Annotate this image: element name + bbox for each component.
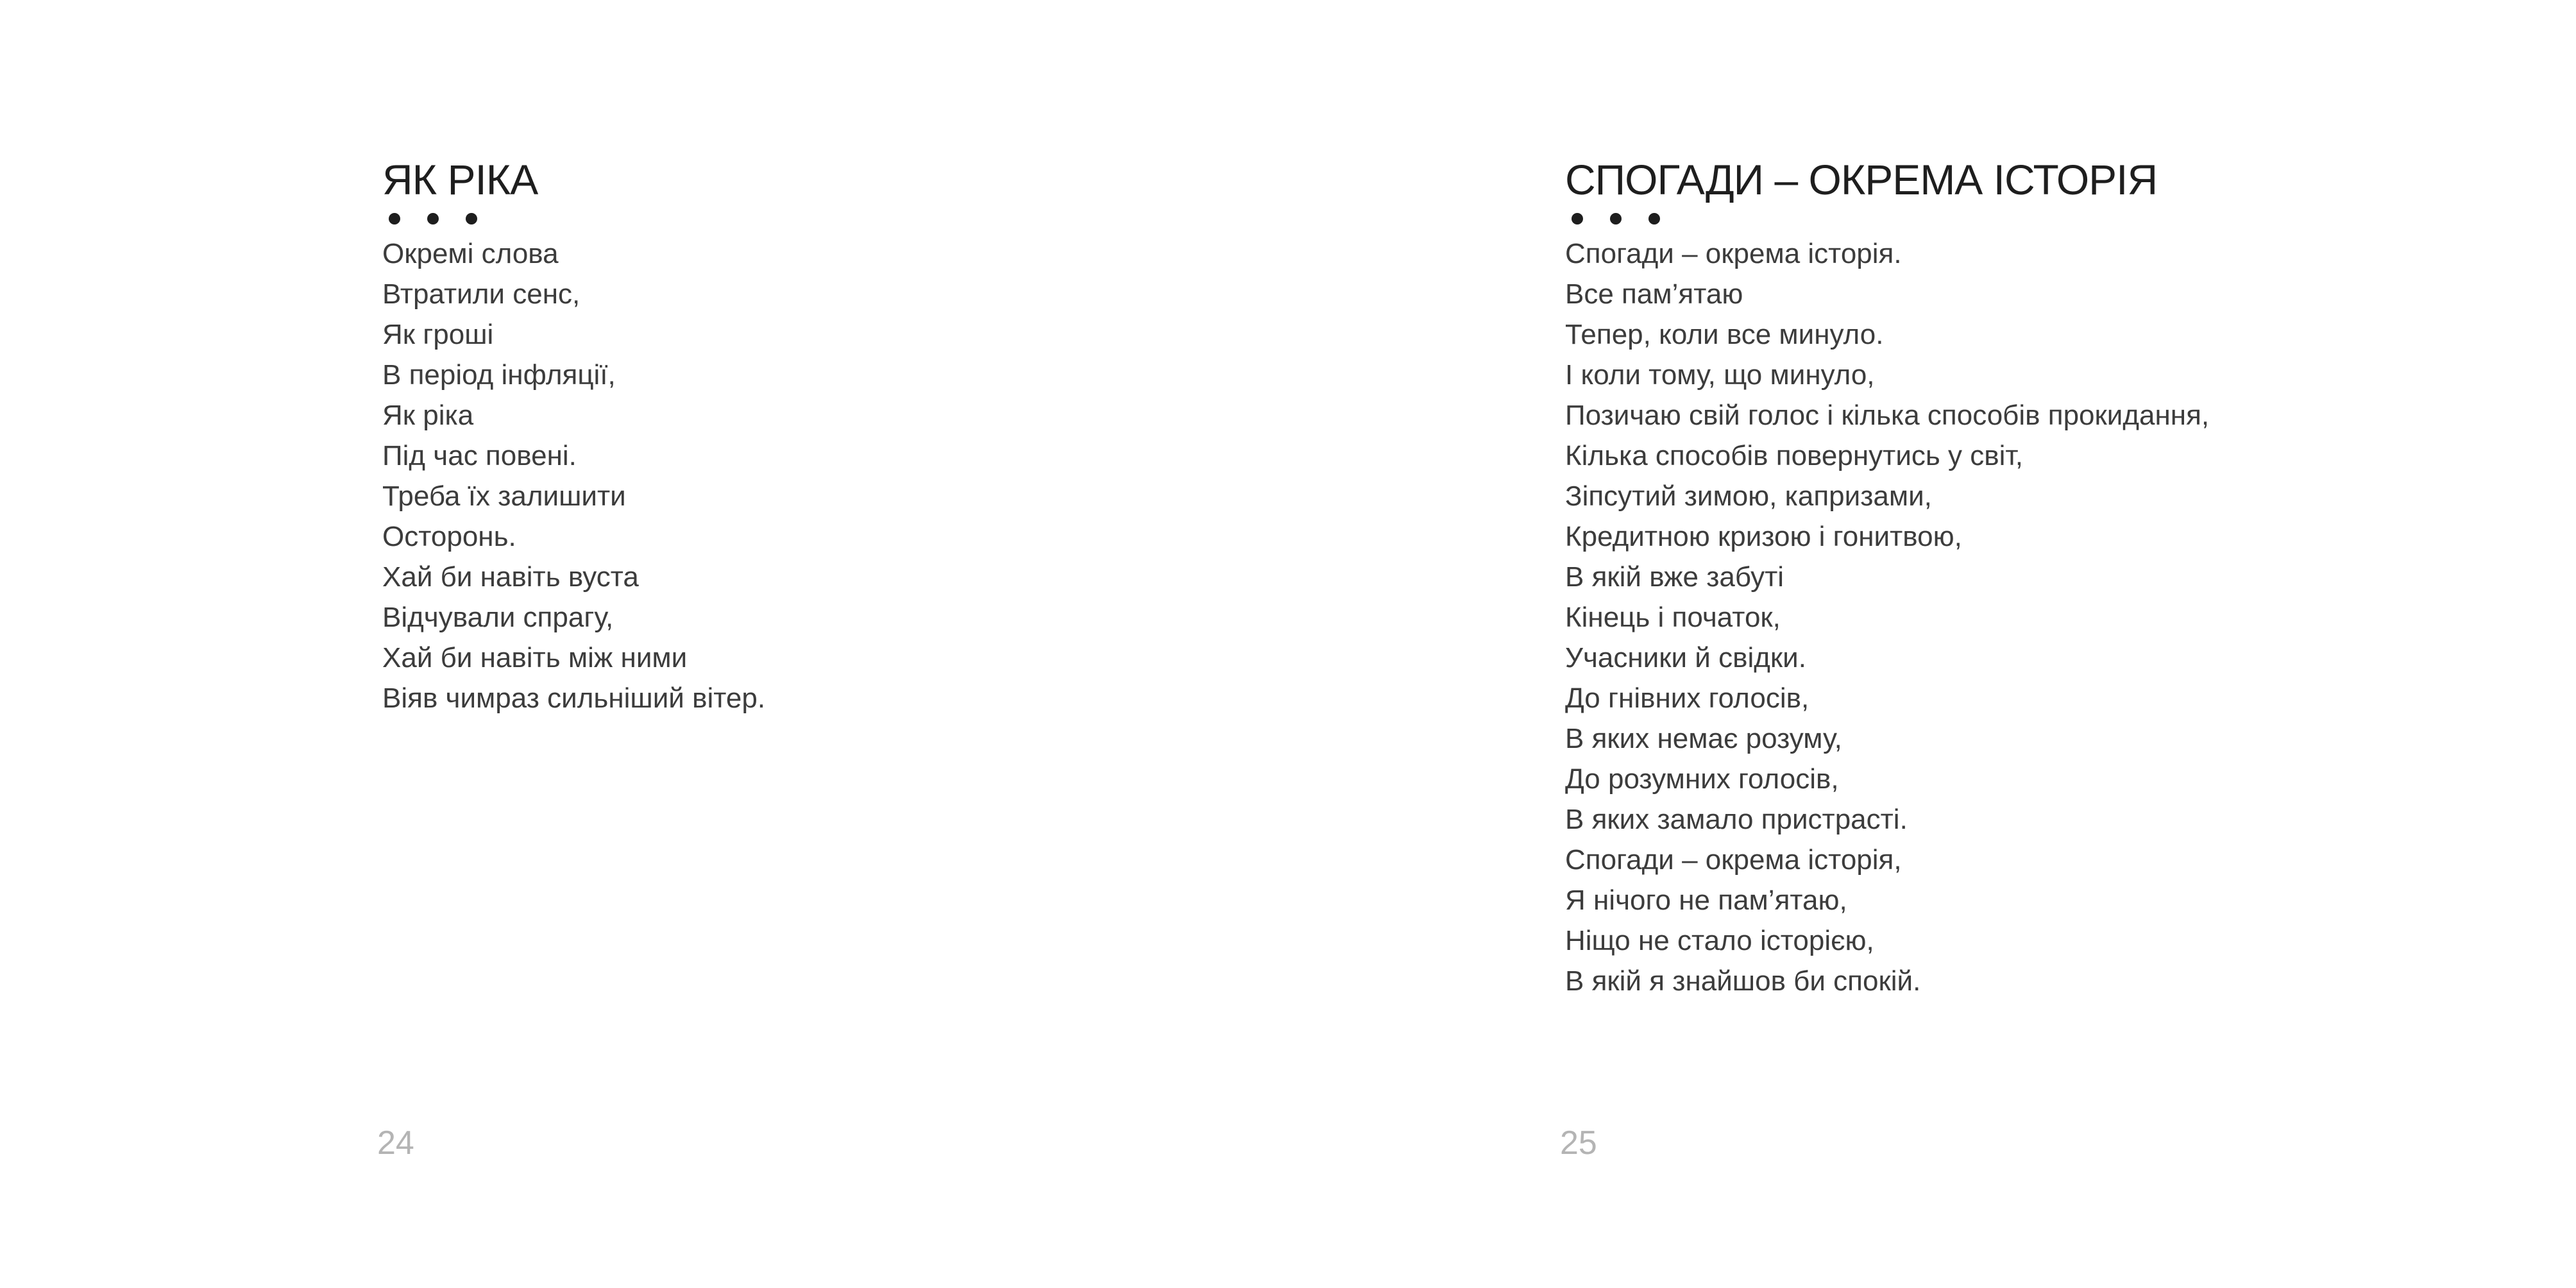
poem-line: Треба їх залишити [382,480,626,512]
poem-line: Я нічого не пам’ятаю, [1565,885,1847,916]
poem-line: В період інфляції, [382,359,616,391]
dot-icon [466,213,477,225]
poem-line: До розумних голосів, [1565,763,1839,795]
poem-line: В якій вже забуті [1565,561,1784,593]
page-number: 24 [377,1124,414,1162]
poem-line: Під час повені. [382,440,577,471]
poem-line: Окремі слова [382,238,559,269]
poem-line: Втратили сенс, [382,278,580,310]
poem-line: Віяв чимраз сильніший вітер. [382,682,766,714]
poem-lines [382,233,765,718]
poem-line: Хай би навіть вуста [382,561,639,593]
poem-line: І коли тому, що минуло, [1565,359,1875,391]
poem-line: Кілька способів повернутись у світ, [1565,440,2023,471]
poem-line: Як гроші [382,319,494,350]
poem-lines [1565,233,2209,1001]
right-page [1288,0,2576,1288]
poem-line: Відчували спрагу, [382,602,614,633]
poem-line: Все пам’ятаю [1565,278,1743,310]
poem-line: Учасники й свідки. [1565,642,1806,674]
poem-left [382,153,765,718]
poem-line: Осторонь. [382,521,516,552]
poem-line: Спогади – окрема історія. [1565,238,1902,269]
dot-icon [1610,213,1622,225]
poem-line: Хай би навіть між ними [382,642,688,674]
poem-line: В яких немає розуму, [1565,723,1842,754]
poem-right [1565,153,2209,1001]
dot-icon [1648,213,1660,225]
dot-icon [427,213,439,225]
poem-line: Кредитною кризою і гонитвою, [1565,521,1962,552]
ornament-dots [389,210,765,227]
dot-icon [389,213,400,225]
poem-line: Тепер, коли все минуло. [1565,319,1884,350]
poem-line: Як ріка [382,400,474,431]
poem-line: Кінець і початок, [1565,602,1781,633]
ornament-dots [1572,210,2209,227]
poem-line: Зіпсутий зимою, капризами, [1565,480,1932,512]
poem-title: СПОГАДИ – ОКРЕМА ІСТОРІЯ [1565,156,2158,203]
poem-line: Позичаю свій голос і кілька способів прокидання, [1565,400,2210,431]
poem-title: ЯК РІКА [382,156,538,203]
poem-line: Ніщо не стало історією, [1565,925,1874,956]
poem-line: В якій я знайшов би спокій. [1565,965,1921,997]
poem-line: Спогади – окрема історія, [1565,844,1902,876]
poem-line: До гнівних голосів, [1565,682,1809,714]
page-number: 25 [1560,1124,1597,1162]
dot-icon [1572,213,1583,225]
poem-line: В яких замало пристрасті. [1565,804,1908,835]
